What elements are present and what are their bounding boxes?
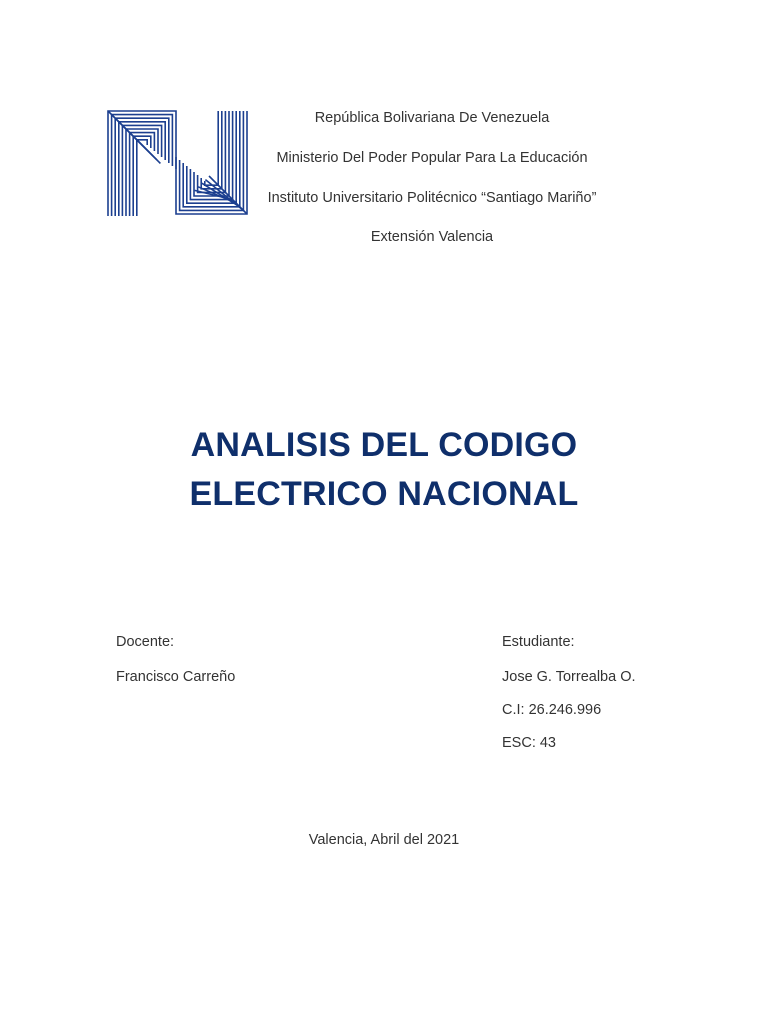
student-school: ESC: 43 bbox=[502, 735, 556, 751]
header-ministry: Ministerio Del Poder Popular Para La Educación bbox=[276, 150, 588, 166]
student-id: C.I: 26.246.996 bbox=[502, 702, 602, 718]
teacher-name: Francisco Carreño bbox=[116, 669, 236, 685]
student-label: Estudiante: bbox=[502, 634, 575, 650]
document-title-line-1: ANALISIS DEL CODIGO bbox=[190, 426, 578, 464]
document-title-line-2: ELECTRICO NACIONAL bbox=[189, 475, 579, 513]
place-date: Valencia, Abril del 2021 bbox=[308, 832, 460, 848]
header-institute: Instituto Universitario Politécnico “Santiago Mariño” bbox=[267, 190, 597, 206]
student-name: Jose G. Torrealba O. bbox=[502, 669, 636, 685]
header-country: República Bolivariana De Venezuela bbox=[314, 110, 550, 126]
header-extension: Extensión Valencia bbox=[370, 229, 494, 245]
teacher-label: Docente: bbox=[116, 634, 175, 650]
